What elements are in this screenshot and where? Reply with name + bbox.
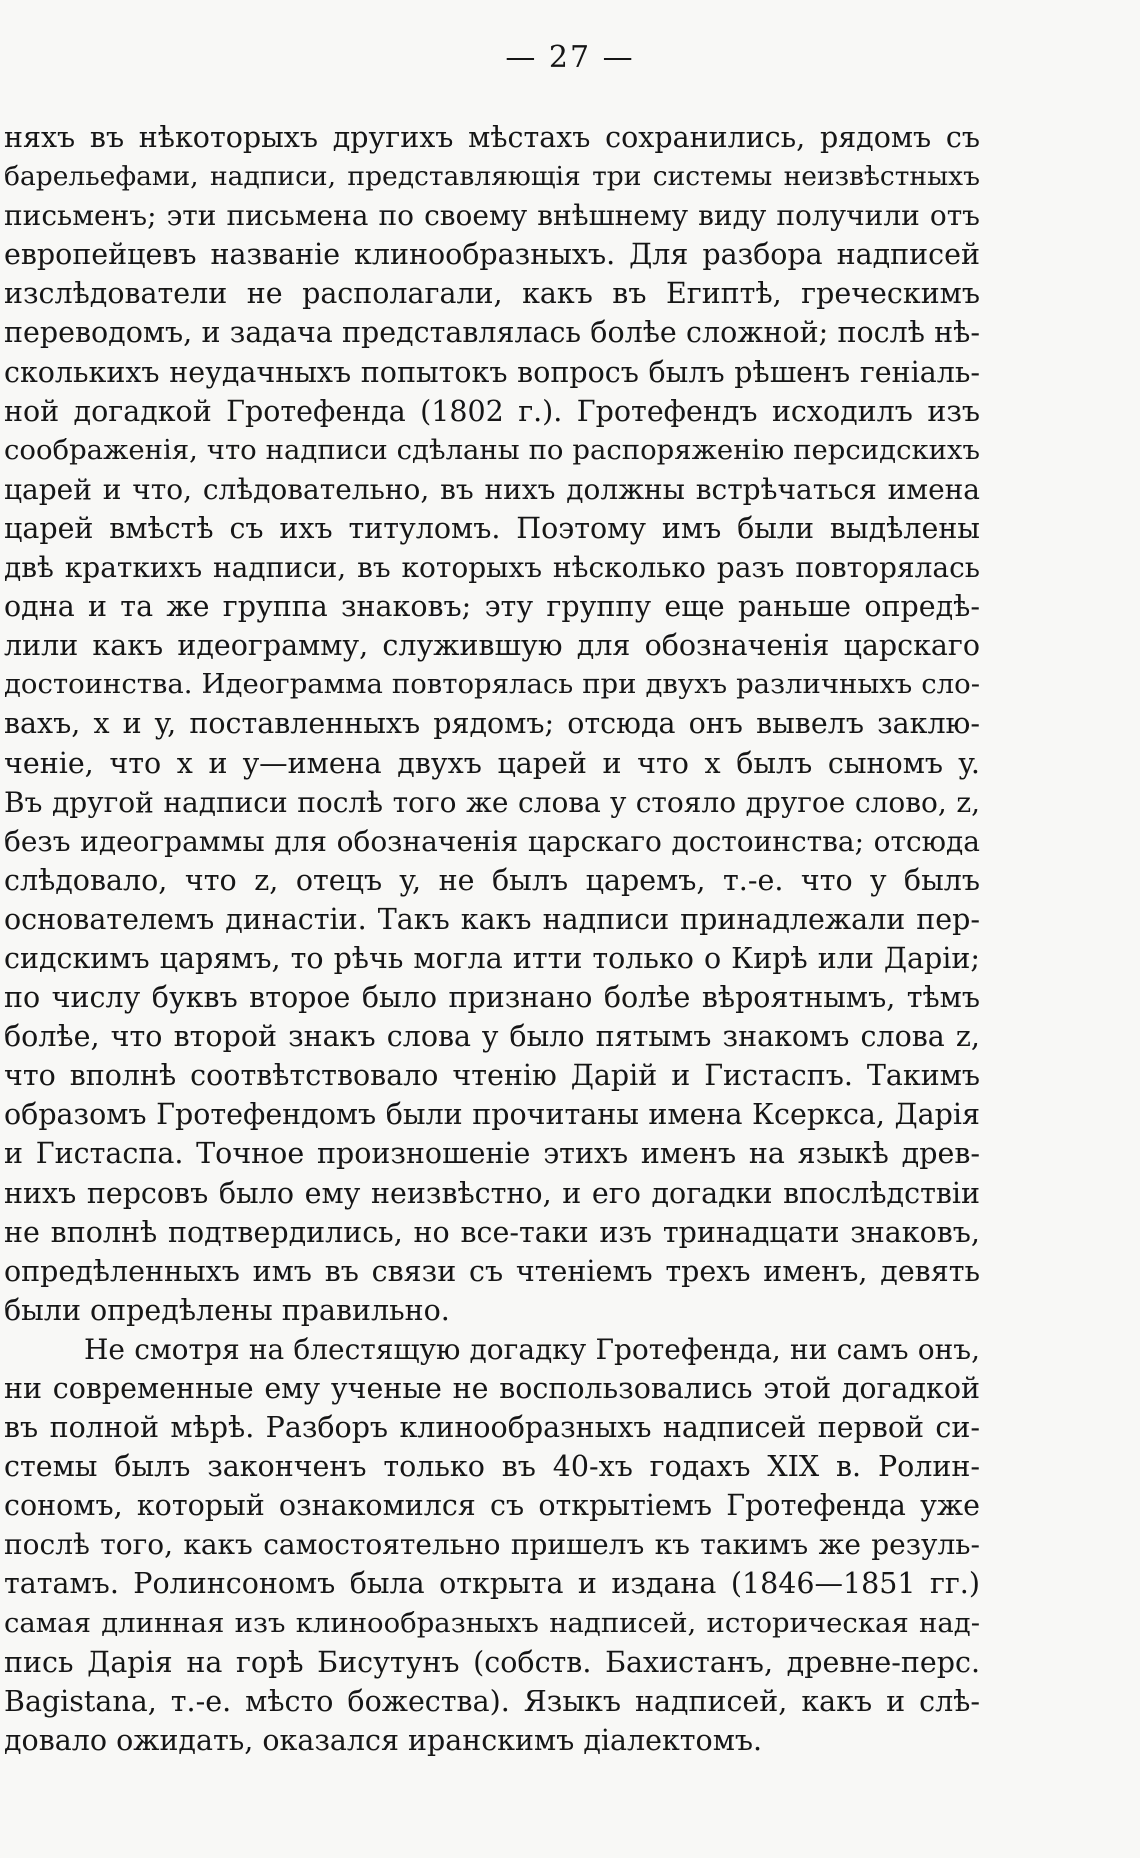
- text-line: одна и та же группа знаковъ; эту группу еще раньше опредѣ-: [4, 590, 980, 624]
- body-text: [4, 118, 980, 1760]
- text-line: образомъ Гротефендомъ были прочитаны имена Ксеркса, Дарія: [4, 1098, 980, 1132]
- text-line: достоинства. Идеограмма повторялась при двухъ различныхъ сло-: [4, 668, 980, 701]
- text-line: не вполнѣ подтвердились, но все-таки изъ тринадцати знаковъ,: [4, 1215, 980, 1249]
- text-line: стемы былъ законченъ только въ 40-хъ годахъ XIX в. Ролин-: [4, 1450, 980, 1484]
- text-line: по числу буквъ второе было признано болѣе вѣроятнымъ, тѣмъ: [4, 981, 980, 1015]
- text-line: европейцевъ названіе клинообразныхъ. Для разбора надписей: [4, 238, 980, 272]
- text-line: татамъ. Ролинсономъ была открыта и издана (1846—1851 гг.): [4, 1567, 980, 1601]
- text-line: изслѣдователи не располагали, какъ въ Египтѣ, греческимъ: [4, 277, 980, 311]
- text-line: ной догадкой Гротефенда (1802 г.). Гротефендъ исходилъ изъ: [4, 394, 980, 428]
- text-line: лили какъ идеограмму, служившую для обозначенія царскаго: [4, 629, 980, 663]
- text-line: двѣ краткихъ надписи, въ которыхъ нѣсколько разъ повторялась: [4, 551, 980, 585]
- text-line: и Гистаспа. Точное произношеніе этихъ именъ на языкѣ древ-: [4, 1137, 980, 1171]
- text-line: Bagistana, т.-е. мѣсто божества). Языкъ надписей, какъ и слѣ-: [4, 1684, 980, 1718]
- paragraph-2: [4, 1330, 980, 1760]
- text-line: что вполнѣ соотвѣтствовало чтенію Дарій и Гистаспъ. Такимъ: [4, 1059, 980, 1093]
- text-line: письменъ; эти письмена по своему внѣшнему виду получили отъ: [4, 199, 980, 233]
- text-line: ни современные ему ученые не воспользовались этой догадкой: [4, 1372, 980, 1405]
- text-line: сколькихъ неудачныхъ попытокъ вопросъ былъ рѣшенъ геніаль-: [4, 355, 980, 389]
- paragraph-1: [4, 118, 980, 1330]
- text-line: царей вмѣстѣ съ ихъ титуломъ. Поэтому имъ были выдѣлены: [4, 511, 980, 545]
- text-line: сидскимъ царямъ, то рѣчь могла итти только о Кирѣ или Даріи;: [4, 941, 980, 975]
- text-line: были опредѣлены правильно.: [4, 1293, 450, 1327]
- text-line: въ полной мѣрѣ. Разборъ клинообразныхъ надписей первой си-: [4, 1411, 980, 1445]
- text-line: барельефами, надписи, представляющія три системы неизвѣстныхъ: [4, 161, 980, 193]
- text-line: нихъ персовъ было ему неизвѣстно, и его догадки впослѣдствіи: [4, 1176, 980, 1210]
- text-line: довало ожидать, оказался иранскимъ діалектомъ.: [4, 1723, 763, 1757]
- text-line: основателемъ династіи. Такъ какъ надписи принадлежали пер-: [4, 902, 980, 936]
- text-line: безъ идеограммы для обозначенія царскаго достоинства; отсюда: [4, 824, 980, 858]
- text-line: пись Дарія на горѣ Бисутунъ (собств. Бахистанъ, древне-перс.: [4, 1645, 980, 1679]
- text-line: опредѣленныхъ имъ въ связи съ чтеніемъ трехъ именъ, девять: [4, 1254, 980, 1288]
- text-line: переводомъ, и задача представлялась болѣе сложной; послѣ нѣ-: [4, 316, 980, 350]
- text-line: слѣдовало, что z, отецъ y, не былъ царемъ, т.-е. что y былъ: [4, 863, 980, 897]
- text-line: соображенія, что надписи сдѣланы по распоряженію персидскихъ: [4, 433, 980, 466]
- page-number: — 27 —: [505, 40, 635, 75]
- text-line: вахъ, x и y, поставленныхъ рядомъ; отсюда онъ вывелъ заклю-: [4, 707, 980, 741]
- text-line: Въ другой надписи послѣ того же слова y стояло другое слово, z,: [4, 785, 980, 819]
- text-line: послѣ того, какъ самостоятельно пришелъ къ такимъ же резуль-: [4, 1528, 980, 1562]
- text-line: болѣе, что второй знакъ слова y было пятымъ знакомъ слова z,: [4, 1020, 980, 1054]
- text-line: сономъ, который ознакомился съ открытіемъ Гротефенда уже: [4, 1489, 980, 1523]
- text-line: Не смотря на блестящую догадку Гротефенда, ни самъ онъ,: [84, 1332, 980, 1366]
- text-line: царей и что, слѣдовательно, въ нихъ должны встрѣчаться имена: [4, 472, 980, 506]
- text-line: няхъ въ нѣкоторыхъ другихъ мѣстахъ сохранились, рядомъ съ: [4, 121, 980, 154]
- text-line: самая длинная изъ клинообразныхъ надписей, историческая над-: [4, 1606, 980, 1639]
- text-line: ченіе, что x и y—имена двухъ царей и что x былъ сыномъ y.: [4, 746, 980, 780]
